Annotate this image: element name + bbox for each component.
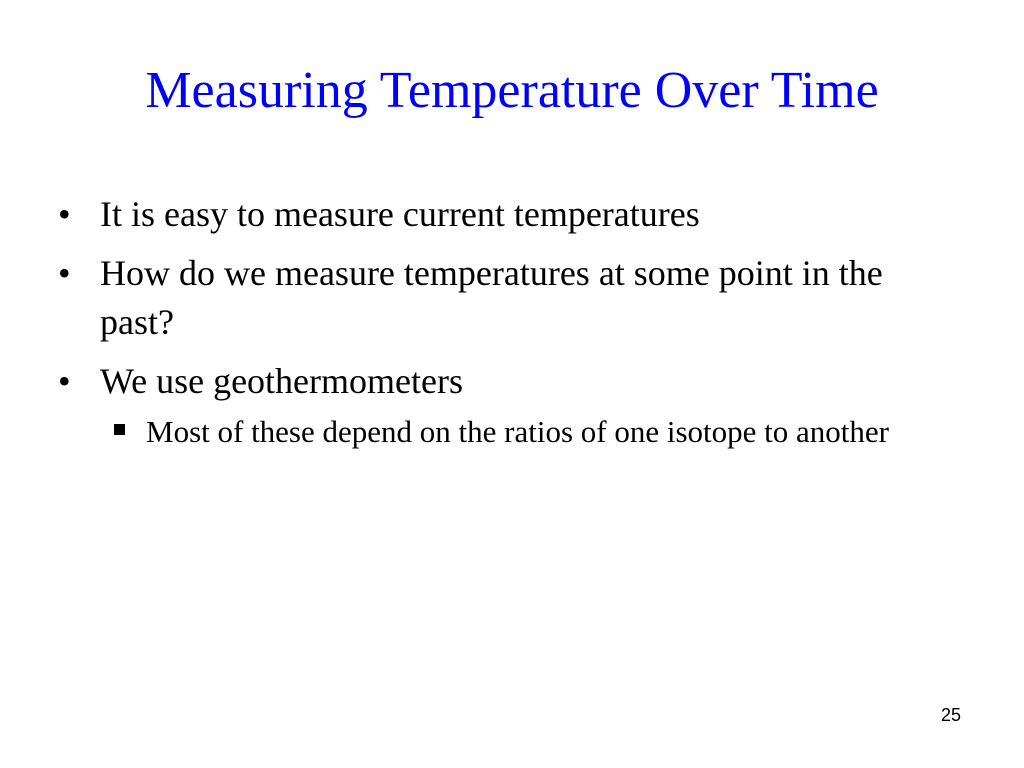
bullet-marker: • bbox=[58, 194, 71, 234]
bullet-item-3 bbox=[58, 357, 958, 406]
square-bullet-icon bbox=[114, 424, 125, 435]
bullet-item-1 bbox=[58, 190, 958, 239]
bullet-text: How do we measure temperatures at some point in the past? bbox=[100, 253, 883, 342]
bullet-text: It is easy to measure current temperatures bbox=[100, 194, 700, 234]
bullet-item-2 bbox=[58, 249, 958, 347]
sub-bullet-item-1 bbox=[100, 410, 946, 453]
bullet-marker: • bbox=[58, 361, 71, 401]
page-number: 25 bbox=[940, 705, 961, 725]
bullet-text: We use geothermometers bbox=[100, 361, 463, 401]
sub-bullet-text: Most of these depend on the ratios of one isotope to another bbox=[146, 414, 889, 449]
slide-body bbox=[58, 190, 958, 453]
slide-title: Measuring Temperature Over Time bbox=[145, 62, 879, 119]
bullet-marker: • bbox=[58, 253, 71, 293]
